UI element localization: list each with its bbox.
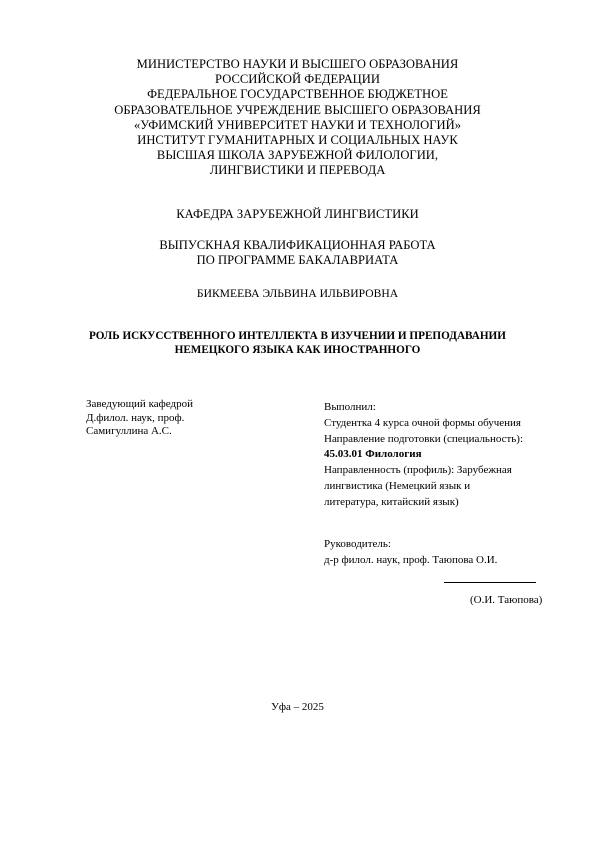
work-type-line: ПО ПРОГРАММЕ БАКАЛАВРИАТА: [196, 253, 399, 267]
city-year: Уфа – 2025: [271, 701, 324, 713]
header-line: МИНИСТЕРСТВО НАУКИ И ВЫСШЕГО ОБРАЗОВАНИЯ: [136, 57, 459, 71]
header-line: ЛИНГВИСТИКИ И ПЕРЕВОДА: [209, 163, 386, 178]
completed-by-block: [324, 400, 579, 511]
signature-line: [444, 582, 536, 583]
profile-line: Направленность (профиль): Зарубежная: [324, 464, 512, 477]
head-title: Заведующий кафедрой: [86, 398, 193, 410]
header-line: ОБРАЗОВАТЕЛЬНОЕ УЧРЕЖДЕНИЕ ВЫСШЕГО ОБРАЗОВАНИЯ: [114, 102, 481, 117]
profile-line: лингвистика (Немецкий язык и: [324, 479, 471, 492]
department-name: КАФЕДРА ЗАРУБЕЖНОЙ ЛИНГВИСТИКИ: [176, 207, 419, 221]
header-line: «УФИМСКИЙ УНИВЕРСИТЕТ НАУКИ И ТЕХНОЛОГИЙ»: [133, 117, 462, 132]
supervisor-name: д-р филол. наук, проф. Таюпова О.И.: [324, 553, 498, 566]
direction-label: Направление подготовки (специальность):: [324, 432, 524, 445]
header-line: ФЕДЕРАЛЬНОЕ ГОСУДАРСТВЕННОЕ БЮДЖЕТНОЕ: [147, 87, 448, 102]
header-line: ВЫСШАЯ ШКОЛА ЗАРУБЕЖНОЙ ФИЛОЛОГИИ,: [156, 148, 439, 163]
work-type: [0, 238, 595, 268]
head-degree: Д.филол. наук, проф.: [86, 411, 185, 424]
profile-line: литература, китайский язык): [324, 495, 459, 508]
direction-code: 45.03.01 Филология: [324, 448, 422, 461]
topic-line: РОЛЬ ИСКУССТВЕННОГО ИНТЕЛЛЕКТА В ИЗУЧЕНИИ И ПРЕПОДАВАНИИ: [89, 330, 506, 342]
work-type-line: ВЫПУСКНАЯ КВАЛИФИКАЦИОННАЯ РАБОТА: [159, 238, 436, 252]
student-info: Студентка 4 курса очной формы обучения: [324, 416, 521, 429]
university-header: [0, 57, 595, 179]
author-name: БИКМЕЕВА ЭЛЬВИНА ИЛЬВИРОВНА: [196, 287, 399, 300]
header-line: ИНСТИТУТ ГУМАНИТАРНЫХ И СОЦИАЛЬНЫХ НАУК: [137, 133, 458, 148]
head-of-department-block: [86, 398, 193, 439]
supervisor-block: [324, 537, 579, 569]
supervisor-label: Руководитель:: [324, 538, 391, 550]
signature-name: (О.И. Таюпова): [470, 594, 543, 606]
completed-label: Выполнил:: [324, 401, 376, 413]
head-name: Самигуллина А.С.: [86, 425, 172, 438]
thesis-topic: [0, 329, 595, 357]
header-line: РОССИЙСКОЙ ФЕДЕРАЦИИ: [215, 72, 380, 87]
topic-line: НЕМЕЦКОГО ЯЗЫКА КАК ИНОСТРАННОГО: [174, 344, 421, 356]
